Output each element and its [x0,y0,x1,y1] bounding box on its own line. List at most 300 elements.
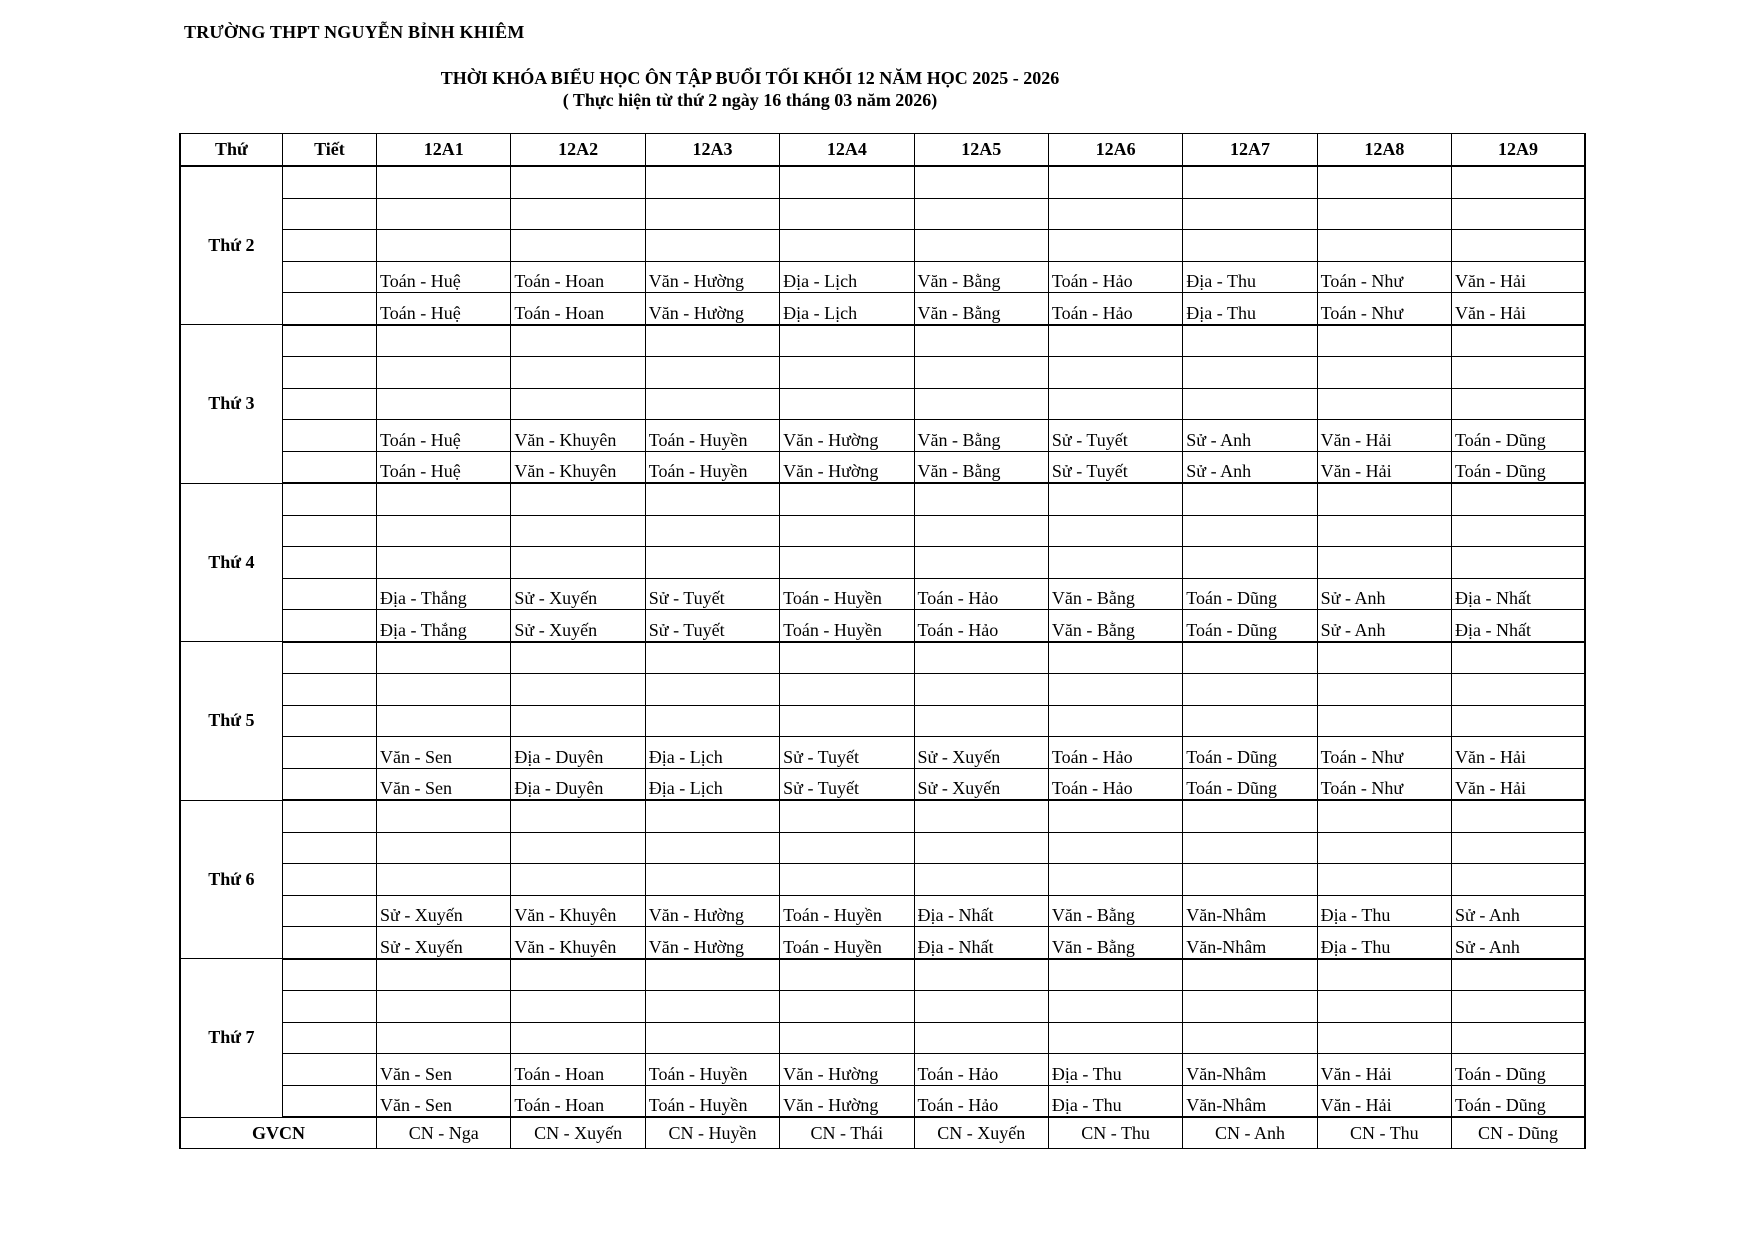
period-cell [282,1054,376,1086]
lesson-cell: Toán - Hảo [1048,293,1182,325]
lesson-cell [1183,864,1317,896]
table-row [180,705,1585,737]
lesson-cell [1048,705,1182,737]
period-cell [282,927,376,959]
lesson-cell [1183,166,1317,198]
lesson-cell [377,864,511,896]
period-cell [282,864,376,896]
header-class: 12A6 [1048,134,1182,167]
lesson-cell: Văn - Bằng [1048,927,1182,959]
lesson-cell: Sử - Anh [1317,578,1451,610]
lesson-cell [1048,800,1182,832]
table-row [180,230,1585,262]
table-row [180,895,1585,927]
lesson-cell [914,166,1048,198]
table-row [180,642,1585,674]
lesson-cell: Văn - Bằng [1048,895,1182,927]
lesson-cell: Địa - Duyên [511,737,645,769]
period-cell [282,610,376,642]
lesson-cell: Văn - Khuyên [511,451,645,483]
timetable [179,133,1586,1149]
period-cell [282,293,376,325]
lesson-cell: Văn - Hường [780,1054,914,1086]
lesson-cell: Văn - Hải [1317,420,1451,452]
lesson-cell [1452,547,1585,579]
lesson-cell: Toán - Huyền [645,1054,779,1086]
period-cell [282,642,376,674]
table-row [180,1022,1585,1054]
lesson-cell [914,800,1048,832]
lesson-cell [1317,166,1451,198]
lesson-cell [914,230,1048,262]
lesson-cell [377,991,511,1023]
lesson-cell [1317,325,1451,357]
lesson-cell [1452,991,1585,1023]
lesson-cell [780,198,914,230]
lesson-cell: Văn - Bằng [1048,578,1182,610]
table-row [180,293,1585,325]
period-cell [282,325,376,357]
lesson-cell [1048,674,1182,706]
lesson-cell: Văn - Bằng [914,451,1048,483]
table-row [180,198,1585,230]
lesson-cell [511,1022,645,1054]
lesson-cell: Toán - Huyền [780,578,914,610]
lesson-cell [1183,705,1317,737]
lesson-cell: Toán - Hảo [914,578,1048,610]
lesson-cell [645,515,779,547]
table-row [180,451,1585,483]
lesson-cell: Sử - Anh [1183,451,1317,483]
gvcn-cell: CN - Nga [377,1117,511,1149]
lesson-cell [914,357,1048,389]
lesson-cell [511,959,645,991]
lesson-cell: Toán - Như [1317,737,1451,769]
period-cell [282,832,376,864]
lesson-cell: Sử - Xuyến [511,610,645,642]
lesson-cell: Sử - Tuyết [780,768,914,800]
header-class: 12A7 [1183,134,1317,167]
lesson-cell: Toán - Hảo [914,610,1048,642]
period-cell [282,1085,376,1117]
gvcn-cell: CN - Thu [1048,1117,1182,1149]
lesson-cell: Địa - Thu [1048,1054,1182,1086]
lesson-cell: Văn - Khuyên [511,420,645,452]
lesson-cell: Văn - Hải [1317,1054,1451,1086]
lesson-cell [780,325,914,357]
lesson-cell [645,357,779,389]
lesson-cell: Địa - Thu [1183,261,1317,293]
lesson-cell [1317,483,1451,515]
lesson-cell [511,515,645,547]
lesson-cell [511,198,645,230]
lesson-cell [645,198,779,230]
lesson-cell [377,388,511,420]
lesson-cell: Sử - Xuyến [914,768,1048,800]
lesson-cell [1183,325,1317,357]
lesson-cell [1048,166,1182,198]
lesson-cell: Sử - Xuyến [511,578,645,610]
lesson-cell: Địa - Lịch [780,261,914,293]
header-day: Thứ [180,134,282,167]
table-row [180,357,1585,389]
lesson-cell [1452,357,1585,389]
lesson-cell: Sử - Anh [1452,895,1585,927]
lesson-cell [780,515,914,547]
lesson-cell [645,864,779,896]
lesson-cell [645,800,779,832]
lesson-cell: Toán - Hoan [511,1085,645,1117]
period-cell [282,547,376,579]
table-row [180,388,1585,420]
lesson-cell: Sử - Tuyết [780,737,914,769]
lesson-cell [645,642,779,674]
lesson-cell [1317,991,1451,1023]
lesson-cell: Văn - Sen [377,737,511,769]
lesson-cell [511,230,645,262]
lesson-cell [914,832,1048,864]
lesson-cell [377,166,511,198]
lesson-cell [1183,991,1317,1023]
period-cell [282,705,376,737]
period-cell [282,959,376,991]
lesson-cell: Địa - Duyên [511,768,645,800]
lesson-cell [511,674,645,706]
lesson-cell [1317,864,1451,896]
table-row [180,578,1585,610]
lesson-cell: Sử - Tuyết [1048,420,1182,452]
lesson-cell [1048,198,1182,230]
period-cell [282,166,376,198]
lesson-cell: Địa - Lịch [780,293,914,325]
lesson-cell: Văn-Nhâm [1183,927,1317,959]
lesson-cell: Toán - Như [1317,293,1451,325]
lesson-cell: Văn - Hải [1317,1085,1451,1117]
lesson-cell: Văn - Sen [377,1085,511,1117]
lesson-cell [511,832,645,864]
lesson-cell [511,483,645,515]
lesson-cell: Văn - Hải [1452,261,1585,293]
lesson-cell: Toán - Dũng [1183,610,1317,642]
lesson-cell [1452,800,1585,832]
lesson-cell: Toán - Dũng [1183,578,1317,610]
lesson-cell [1452,198,1585,230]
table-row [180,832,1585,864]
period-cell [282,800,376,832]
lesson-cell [1317,705,1451,737]
lesson-cell: Địa - Nhất [1452,578,1585,610]
lesson-cell [1452,483,1585,515]
day-label: Thứ 6 [180,800,282,959]
table-row [180,166,1585,198]
lesson-cell [1048,483,1182,515]
lesson-cell [377,230,511,262]
gvcn-cell: CN - Thu [1317,1117,1451,1149]
period-cell [282,357,376,389]
table-row [180,1085,1585,1117]
lesson-cell [645,388,779,420]
lesson-cell [1183,800,1317,832]
lesson-cell: Toán - Hảo [914,1054,1048,1086]
lesson-cell: Địa - Thu [1317,927,1451,959]
lesson-cell [1183,388,1317,420]
lesson-cell [645,832,779,864]
lesson-cell [1048,547,1182,579]
lesson-cell [1317,642,1451,674]
lesson-cell: Toán - Như [1317,261,1451,293]
lesson-cell [511,166,645,198]
lesson-cell [914,864,1048,896]
lesson-cell [914,705,1048,737]
lesson-cell [1317,357,1451,389]
lesson-cell: Sử - Xuyến [377,895,511,927]
lesson-cell [377,357,511,389]
lesson-cell [1183,198,1317,230]
lesson-cell: Địa - Lịch [645,768,779,800]
lesson-cell: Sử - Xuyến [914,737,1048,769]
period-cell [282,420,376,452]
header-class: 12A4 [780,134,914,167]
table-row [180,768,1585,800]
lesson-cell [914,388,1048,420]
lesson-cell [1317,388,1451,420]
lesson-cell: Toán - Dũng [1452,451,1585,483]
lesson-cell: Toán - Hoan [511,1054,645,1086]
lesson-cell: Địa - Nhất [1452,610,1585,642]
gvcn-cell: CN - Anh [1183,1117,1317,1149]
lesson-cell: Toán - Hoan [511,261,645,293]
lesson-cell: Toán - Huyền [645,451,779,483]
day-label: Thứ 2 [180,166,282,325]
lesson-cell [1452,864,1585,896]
lesson-cell: Toán - Như [1317,768,1451,800]
lesson-cell [914,198,1048,230]
page-subtitle: ( Thực hiện từ thứ 2 ngày 16 tháng 03 năm 2026) [562,90,938,110]
lesson-cell: Toán - Dũng [1452,1054,1585,1086]
lesson-cell: Toán - Dũng [1452,420,1585,452]
lesson-cell: Văn - Hường [780,451,914,483]
lesson-cell: Toán - Dũng [1183,768,1317,800]
lesson-cell [780,705,914,737]
gvcn-cell: CN - Thái [780,1117,914,1149]
lesson-cell [1452,325,1585,357]
table-row [180,515,1585,547]
lesson-cell [1183,832,1317,864]
lesson-cell [511,864,645,896]
lesson-cell: Văn - Hải [1452,293,1585,325]
header-class: 12A3 [645,134,779,167]
period-cell [282,578,376,610]
lesson-cell [1183,642,1317,674]
lesson-cell: Sử - Anh [1452,927,1585,959]
lesson-cell [914,547,1048,579]
lesson-cell [377,642,511,674]
lesson-cell: Văn - Bằng [914,293,1048,325]
lesson-cell: Toán - Hảo [1048,737,1182,769]
lesson-cell [1048,864,1182,896]
gvcn-row [180,1117,1585,1149]
period-cell [282,515,376,547]
table-row [180,261,1585,293]
lesson-cell [1183,674,1317,706]
header-class: 12A9 [1452,134,1585,167]
lesson-cell [780,166,914,198]
lesson-cell: Văn - Hải [1317,451,1451,483]
lesson-cell [377,547,511,579]
lesson-cell [780,800,914,832]
lesson-cell: Văn - Hường [645,293,779,325]
lesson-cell [914,991,1048,1023]
lesson-cell [1452,388,1585,420]
lesson-cell [1048,357,1182,389]
table-row [180,547,1585,579]
period-cell [282,261,376,293]
lesson-cell [1317,547,1451,579]
lesson-cell: Toán - Huyền [645,1085,779,1117]
lesson-cell: Toán - Huyền [780,895,914,927]
lesson-cell [1183,357,1317,389]
lesson-cell [377,705,511,737]
lesson-cell [1048,1022,1182,1054]
lesson-cell [511,705,645,737]
period-cell [282,483,376,515]
gvcn-cell: CN - Xuyến [511,1117,645,1149]
lesson-cell: Văn-Nhâm [1183,1054,1317,1086]
lesson-cell: Văn - Khuyên [511,927,645,959]
lesson-cell: Sử - Tuyết [645,610,779,642]
lesson-cell [914,959,1048,991]
lesson-cell: Toán - Huyền [780,927,914,959]
lesson-cell [1452,642,1585,674]
period-cell [282,768,376,800]
period-cell [282,198,376,230]
table-row [180,674,1585,706]
lesson-cell [511,991,645,1023]
lesson-cell [377,674,511,706]
header-class: 12A1 [377,134,511,167]
day-label: Thứ 7 [180,959,282,1118]
lesson-cell [780,483,914,515]
period-cell [282,991,376,1023]
lesson-cell: Văn-Nhâm [1183,895,1317,927]
header-row [180,134,1585,167]
lesson-cell: Toán - Huệ [377,451,511,483]
lesson-cell: Địa - Thu [1183,293,1317,325]
lesson-cell: Địa - Thắng [377,578,511,610]
lesson-cell: Văn-Nhâm [1183,1085,1317,1117]
lesson-cell [1317,1022,1451,1054]
header-period: Tiết [282,134,376,167]
lesson-cell [511,800,645,832]
lesson-cell [1452,674,1585,706]
lesson-cell: Địa - Thu [1317,895,1451,927]
lesson-cell: Toán - Huệ [377,261,511,293]
lesson-cell: Toán - Hảo [1048,768,1182,800]
lesson-cell [780,547,914,579]
lesson-cell: Toán - Dũng [1452,1085,1585,1117]
lesson-cell [1317,198,1451,230]
lesson-cell [914,674,1048,706]
lesson-cell [511,642,645,674]
lesson-cell [377,959,511,991]
lesson-cell: Toán - Huệ [377,420,511,452]
day-label: Thứ 4 [180,483,282,642]
lesson-cell [645,674,779,706]
lesson-cell [645,959,779,991]
lesson-cell: Văn - Hường [645,895,779,927]
lesson-cell: Văn - Hường [645,261,779,293]
page-title: THỜI KHÓA BIỂU HỌC ÔN TẬP BUỔI TỐI KHỐI 12 NĂM HỌC 2025 - 2026 [440,68,1060,88]
lesson-cell [645,991,779,1023]
lesson-cell [1183,230,1317,262]
lesson-cell [1048,642,1182,674]
lesson-cell: Sử - Anh [1317,610,1451,642]
table-row [180,927,1585,959]
period-cell [282,1022,376,1054]
lesson-cell [511,357,645,389]
lesson-cell: Văn - Hường [780,420,914,452]
lesson-cell: Sử - Xuyến [377,927,511,959]
period-cell [282,230,376,262]
lesson-cell [1048,388,1182,420]
lesson-cell [1452,705,1585,737]
lesson-cell [780,388,914,420]
lesson-cell [1048,832,1182,864]
lesson-cell: Toán - Huyền [780,610,914,642]
table-row [180,991,1585,1023]
lesson-cell: Văn - Sen [377,768,511,800]
gvcn-label: GVCN [180,1117,377,1149]
lesson-cell [1183,515,1317,547]
lesson-cell [1317,515,1451,547]
lesson-cell: Văn - Hường [780,1085,914,1117]
header-class: 12A2 [511,134,645,167]
day-label: Thứ 5 [180,642,282,801]
lesson-cell [914,1022,1048,1054]
lesson-cell [1452,515,1585,547]
lesson-cell [1317,674,1451,706]
header-class: 12A5 [914,134,1048,167]
lesson-cell: Toán - Dũng [1183,737,1317,769]
lesson-cell [645,547,779,579]
lesson-cell [1183,483,1317,515]
lesson-cell [1048,325,1182,357]
lesson-cell: Sử - Tuyết [645,578,779,610]
table-row [180,800,1585,832]
table-row [180,1054,1585,1086]
gvcn-cell: CN - Huyền [645,1117,779,1149]
lesson-cell [780,674,914,706]
lesson-cell [645,1022,779,1054]
lesson-cell: Sử - Anh [1183,420,1317,452]
lesson-cell [645,230,779,262]
lesson-cell [780,230,914,262]
lesson-cell: Văn - Bằng [914,420,1048,452]
period-cell [282,388,376,420]
lesson-cell [1048,991,1182,1023]
lesson-cell [645,325,779,357]
table-row [180,610,1585,642]
lesson-cell [1317,230,1451,262]
table-row [180,325,1585,357]
lesson-cell: Văn - Bằng [914,261,1048,293]
lesson-cell [1452,832,1585,864]
lesson-cell [1183,1022,1317,1054]
lesson-cell [377,515,511,547]
lesson-cell [377,800,511,832]
lesson-cell [1317,800,1451,832]
lesson-cell [645,166,779,198]
